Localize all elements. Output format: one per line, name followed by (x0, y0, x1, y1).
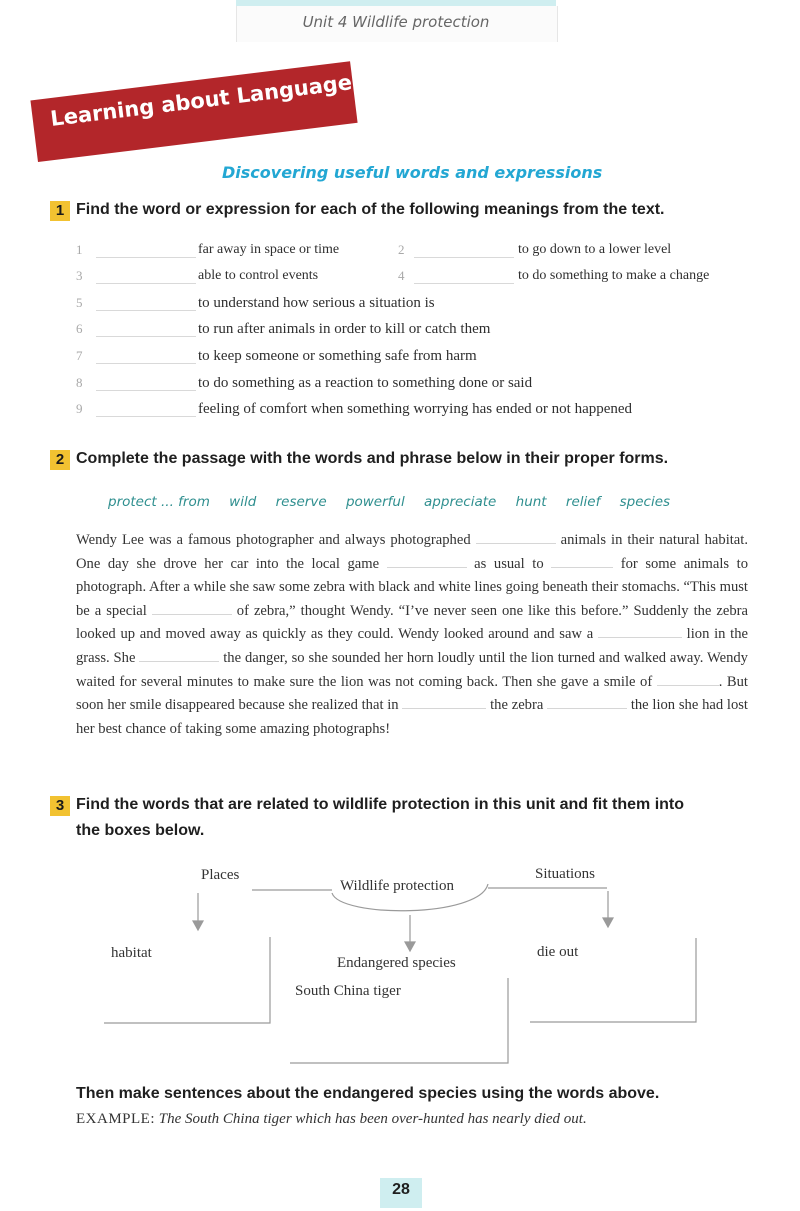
exercise-1-instruction: Find the word or expression for each of the following meanings from the text. (76, 201, 665, 218)
item-number: 3 (76, 268, 83, 283)
section-title: Learning about Language (49, 70, 354, 131)
passage-text: Wendy Lee was a famous photographer and always photographed (76, 532, 476, 548)
situations-label: Situations (535, 866, 596, 882)
item-number: 2 (398, 242, 405, 257)
wildlife-protection-label: Wildlife protection (340, 878, 454, 894)
item-number: 6 (76, 321, 83, 336)
item-number: 5 (76, 295, 83, 310)
word-bank-item: protect ... from (108, 494, 210, 510)
passage-text: the zebra (486, 697, 548, 714)
word-bank-item: appreciate (424, 494, 497, 510)
sentence-instruction: Then make sentences about the endangered species using the words above. (76, 1085, 660, 1102)
word-bank-item: reserve (275, 494, 327, 510)
example-label: EXAMPLE: (76, 1111, 155, 1127)
word-bank-item: hunt (515, 494, 547, 510)
item-number: 1 (76, 242, 83, 257)
passage-text: lion in the grass. She (76, 626, 748, 666)
word-bank-item: powerful (345, 494, 405, 510)
item-number: 7 (76, 348, 83, 363)
meaning-text: able to control events (198, 268, 319, 283)
meaning-text: to run after animals in order to kill or catch them (198, 321, 491, 337)
example-sentence: The South China tiger which has been over-hunted has nearly died out. (158, 1111, 587, 1127)
meaning-text: to keep someone or something safe from harm (198, 348, 477, 364)
passage-text: the lion she had lost her best chance of taking some amazing photographs! (76, 697, 748, 737)
meaning-text: to do something as a reaction to something done or said (198, 375, 533, 391)
endangered-species-label: Endangered species (337, 955, 456, 971)
passage-text: the danger, so she sounded her horn loudly until the lion turned and walked away. Wendy waited for several minutes to make sure the lion was not coming back. Then she gave a smile of (76, 649, 748, 690)
meaning-text: to do something to make a change (518, 268, 710, 283)
passage-text: of zebra,” thought Wendy. “I’ve never seen one like this before.” Suddenly the zebra looked up and moved away as quickly as they could. Wendy looked around and saw a (76, 602, 748, 643)
item-number: 8 (76, 375, 83, 390)
section-subtitle: Discovering useful words and expressions (222, 163, 603, 182)
item-number: 4 (398, 268, 405, 283)
unit-title: Unit 4 Wildlife protection (302, 13, 490, 31)
word-bank-item: species (619, 494, 671, 510)
habitat-word: habitat (111, 945, 152, 961)
right-arrowhead (603, 918, 613, 927)
left-arrowhead (193, 921, 203, 930)
south-china-tiger-word: South China tiger (295, 983, 401, 999)
item-number: 9 (76, 401, 83, 416)
meaning-text: to understand how serious a situation is (198, 295, 435, 311)
places-label: Places (201, 867, 240, 883)
exercise-1-badge: 1 (50, 201, 70, 221)
exercise-3-instruction: Find the words that are related to wildlife protection in this unit and fit them into (76, 796, 685, 813)
middle-arrowhead (405, 942, 415, 951)
page-number: 28 (380, 1178, 422, 1208)
passage-text: animals in their natural habitat. One day she drove her car into the local game (76, 532, 748, 572)
example-line (76, 1111, 587, 1128)
meaning-text: feeling of comfort when something worrying has ended or not happened (198, 401, 633, 417)
meaning-text: far away in space or time (198, 242, 340, 257)
passage-text: for some animals to photograph. After a while she saw some zebra with black and white lines going beneath their stomachs. “This must be a special (76, 555, 748, 619)
exercise-2-badge: 2 (50, 450, 70, 470)
exercise-3-badge: 3 (50, 796, 70, 816)
die-out-word: die out (537, 944, 579, 960)
exercise-2-instruction: Complete the passage with the words and phrase below in their proper forms. (76, 450, 669, 467)
meaning-text: to go down to a lower level (518, 242, 672, 257)
passage-text: as usual to (466, 555, 552, 572)
word-bank-item: relief (565, 494, 601, 510)
passage-text: . But soon her smile disappeared because she realized that in (76, 673, 748, 714)
exercise-3-instruction-line2: the boxes below. (76, 822, 205, 839)
word-bank-item: wild (229, 494, 257, 510)
